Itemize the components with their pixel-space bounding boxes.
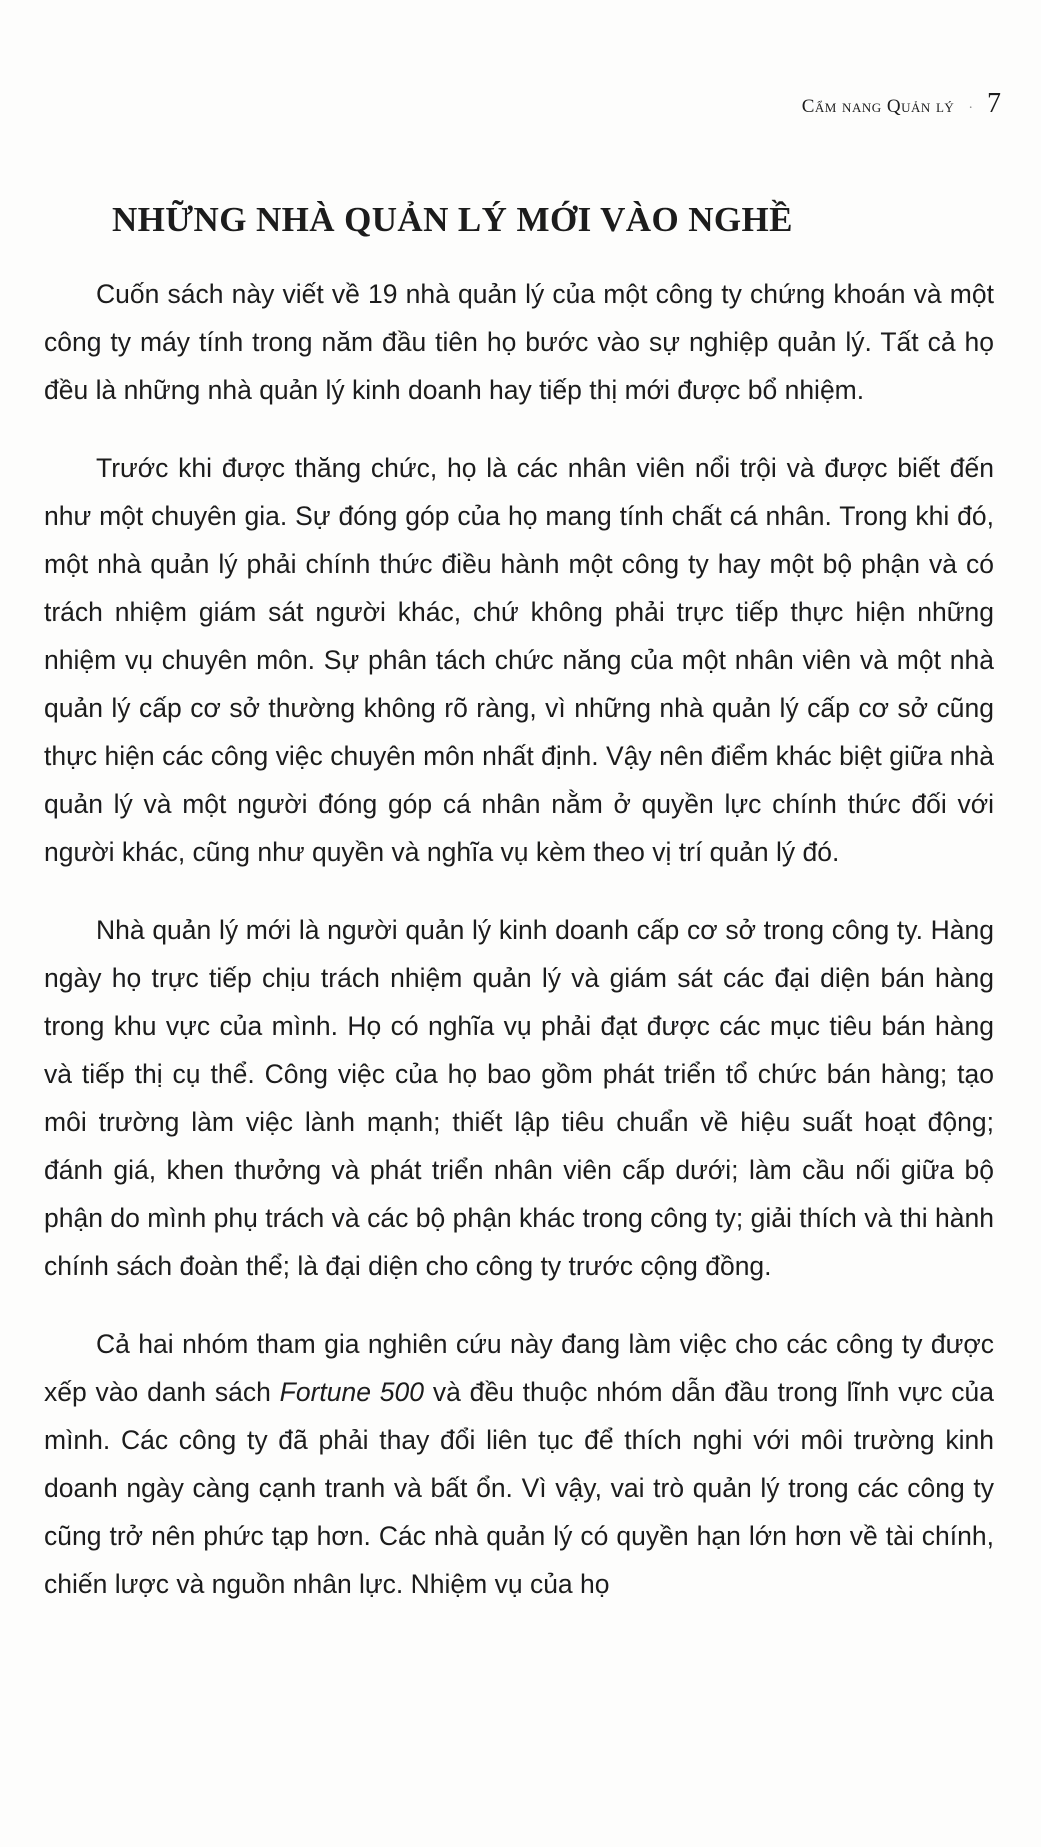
- paragraph-4-text-after: và đều thuộc nhóm dẫn đầu trong lĩnh vực của mình. Các công ty đã phải thay đổi liên tục để thích nghi với môi trường kinh doanh ngày càng cạnh tranh và bất ổn. Vì vậy, vai trò quản lý trong các công ty cũng trở nên phức tạp hơn. Các nhà quản lý có quyền hạn lớn hơn về tài chính, chiến lược và nguồn nhân lực. Nhiệm vụ của họ: [44, 1377, 994, 1599]
- header-separator: ·: [968, 101, 973, 116]
- paragraph-4-text-before: Cả hai nhóm tham gia nghiên cứu này đang làm việc cho các công ty được xếp vào danh sách: [44, 1329, 994, 1407]
- chapter-title: NHỮNG NHÀ QUẢN LÝ MỚI VÀO NGHỀ: [112, 200, 793, 239]
- body-text: [44, 270, 994, 1638]
- paragraph-4: [44, 1320, 994, 1608]
- paragraph-3: Nhà quản lý mới là người quản lý kinh doanh cấp cơ sở trong công ty. Hàng ngày họ trực tiếp chịu trách nhiệm quản lý và giám sát các đại diện bán hàng trong khu vực của mình. Họ có nghĩa vụ phải đạt được các mục tiêu bán hàng và tiếp thị cụ thể. Công việc của họ bao gồm phát triển tổ chức bán hàng; tạo môi trường làm việc lành mạnh; thiết lập tiêu chuẩn về hiệu suất hoạt động; đánh giá, khen thưởng và phát triển nhân viên cấp dưới; làm cầu nối giữa bộ phận do mình phụ trách và các bộ phận khác trong công ty; giải thích và thi hành chính sách đoàn thể; là đại diện cho công ty trước cộng đồng.: [44, 915, 994, 1281]
- fortune-500-title: Fortune 500: [279, 1377, 424, 1407]
- running-title: Cẩm nang Quản lý: [801, 96, 955, 117]
- page-number: 7: [987, 88, 1001, 119]
- paragraph-1: Cuốn sách này viết về 19 nhà quản lý của một công ty chứng khoán và một công ty máy tính trong năm đầu tiên họ bước vào sự nghiệp quản lý. Tất cả họ đều là những nhà quản lý kinh doanh hay tiếp thị mới được bổ nhiệm.: [44, 279, 994, 405]
- running-header: [802, 88, 1001, 120]
- paragraph-2: Trước khi được thăng chức, họ là các nhân viên nổi trội và được biết đến như một chuyên gia. Sự đóng góp của họ mang tính chất cá nhân. Trong khi đó, một nhà quản lý phải chính thức điều hành một công ty hay một bộ phận và có trách nhiệm giám sát người khác, chứ không phải trực tiếp thực hiện những nhiệm vụ chuyên môn. Sự phân tách chức năng của một nhân viên và một nhà quản lý cấp cơ sở thường không rõ ràng, vì những nhà quản lý cấp cơ sở cũng thực hiện các công việc chuyên môn nhất định. Vậy nên điểm khác biệt giữa nhà quản lý và một người đóng góp cá nhân nằm ở quyền lực chính thức đối với người khác, cũng như quyền và nghĩa vụ kèm theo vị trí quản lý đó.: [44, 453, 994, 867]
